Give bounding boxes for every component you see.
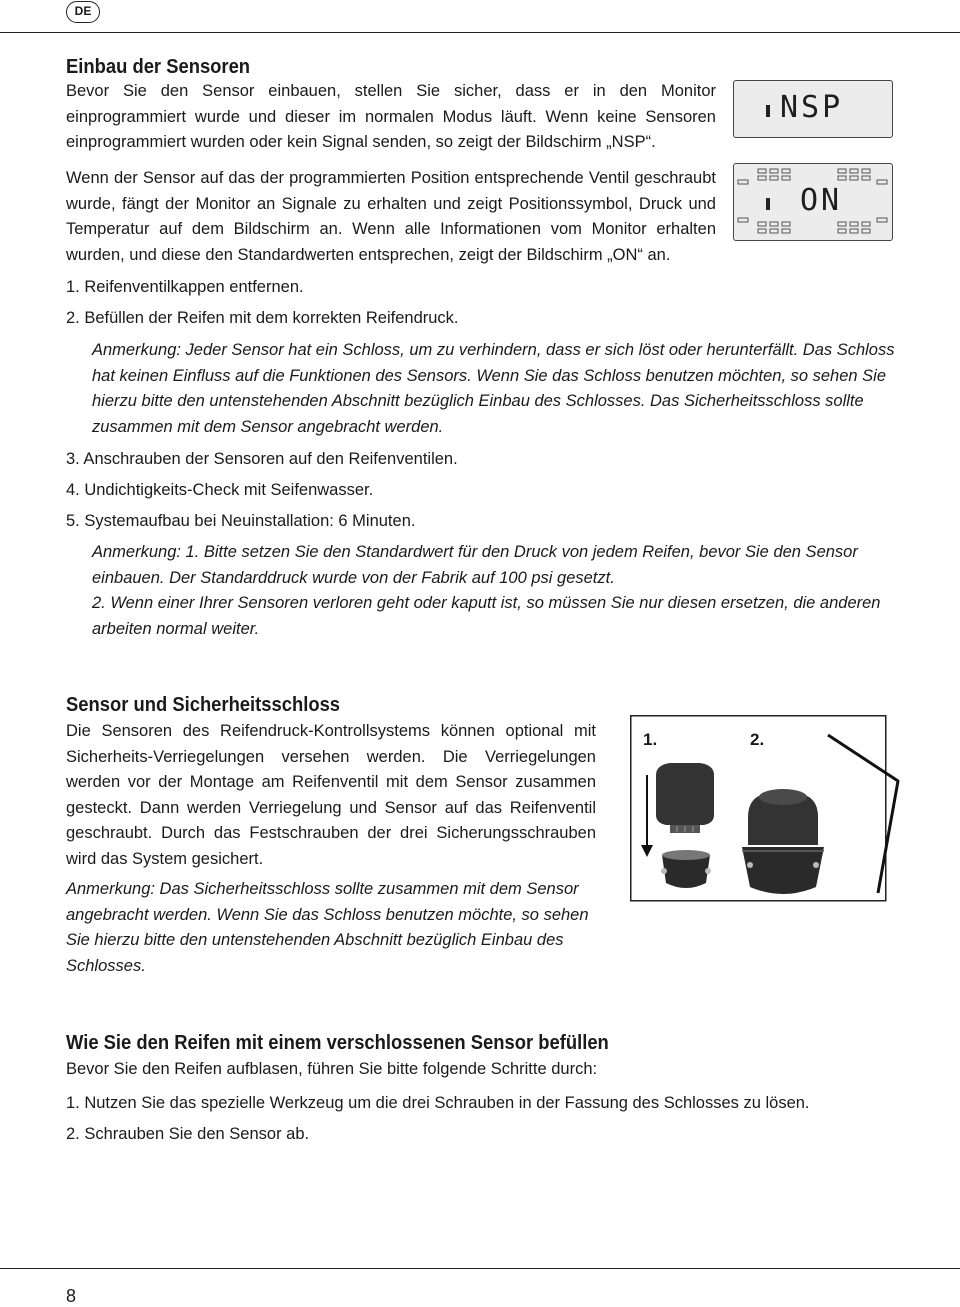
footer-rule <box>0 1268 960 1269</box>
section3-step-1: 1. Nutzen Sie das spezielle Werkzeug um die drei Schrauben in der Fassung des Schlosses zu lösen. <box>66 1094 810 1112</box>
step-3: 3. Anschrauben der Sensoren auf den Reifenventilen. <box>66 450 458 468</box>
step-2: 2. Befüllen der Reifen mit dem korrekten Reifendruck. <box>66 309 459 327</box>
language-badge: DE <box>66 1 100 23</box>
step-4: 4. Undichtigkeits-Check mit Seifenwasser. <box>66 481 374 499</box>
sensor-lock-illustration-icon <box>630 715 905 905</box>
figure-label-1: 1. <box>643 730 658 749</box>
lcd-display-on <box>733 163 893 241</box>
section-title-fill-tire: Wie Sie den Reifen mit einem verschlossenen Sensor befüllen <box>66 1032 609 1054</box>
lcd-text-on: ON <box>800 183 843 218</box>
step-1: 1. Reifenventilkappen entfernen. <box>66 278 304 296</box>
note-default-pressure: Anmerkung: 1. Bitte setzen Sie den Standardwert für den Druck von jedem Reifen, bevor Sie den Sensor einbauen. Der Standarddruck wurde von der Fabrik auf 100 psi gesetzt. <box>92 543 858 587</box>
section-title-sensor-installation: Einbau der Sensoren <box>66 56 251 78</box>
page-number: 8 <box>66 1286 77 1306</box>
header-rule <box>0 32 960 33</box>
section-title-sensor-lock: Sensor und Sicherheitsschloss <box>66 694 341 716</box>
note-lock: Anmerkung: Jeder Sensor hat ein Schloss, um zu verhindern, dass er sich löst oder herunterfällt. Das Schloss hat keinen Einfluss auf die Funktionen des Sensors. Wenn Sie das Schloss benutzen möchten, so sehen Sie hierzu bitte den untenstehenden Abschnitt bezüglich Einbau des Schlosses. Das Sicherheitsschloss sollte zusammen mit dem Sensor angebracht werden. <box>92 341 895 436</box>
section2-note: Anmerkung: Das Sicherheitsschloss sollte zusammen mit dem Sensor angebracht werden. Wenn Sie das Schloss benutzen möchte, so sehen Sie hierzu bitte den untenstehenden Abschnitt bezüglich Einbau des Schlosses. <box>66 880 589 975</box>
lcd-text-nsp: NSP <box>780 90 844 125</box>
section2-body: Die Sensoren des Reifendruck-Kontrollsystems können optional mit Sicherheits-Verriegelungen versehen werden. Die Verriegelungen werden vor der Montage am Reifenventil mit dem Sensor zusammen gesteckt. Dann werden Verriegelung und Sensor auf das Reifenventil geschraubt. Durch das Festschrauben der drei Sicherungsschrauben wird das System gesichert. <box>66 722 596 868</box>
lcd-display-nsp <box>733 80 893 138</box>
section3-step-2: 2. Schrauben Sie den Sensor ab. <box>66 1125 310 1143</box>
section1-paragraph: Wenn der Sensor auf das der programmierten Position entsprechende Ventil geschraubt wurde, fängt der Monitor an Signale zu erhalten und zeigt Positionssymbol, Druck und Temperatur auf dem Bildschirm an. Wenn alle Informationen vom Monitor erhalten wurden, und diese den Standardwerten entsprechen, zeigt der Bildschirm „ON“ an. <box>66 169 716 264</box>
section3-intro: Bevor Sie den Reifen aufblasen, führen Sie bitte folgende Schritte durch: <box>66 1060 598 1078</box>
step-5: 5. Systemaufbau bei Neuinstallation: 6 Minuten. <box>66 512 416 530</box>
note-replace-sensor: 2. Wenn einer Ihrer Sensoren verloren geht oder kaputt ist, so müssen Sie nur diesen ersetzen, die anderen arbeiten normal weiter. <box>92 594 881 638</box>
figure-label-2: 2. <box>750 730 765 749</box>
section1-intro: Bevor Sie den Sensor einbauen, stellen Sie sicher, dass er in den Monitor einprogrammiert wurde und dieser im normalen Modus läuft. Wenn keine Sensoren einprogrammiert wurden oder kein Signal senden, so zeigt der Bildschirm „NSP“. <box>66 82 716 151</box>
